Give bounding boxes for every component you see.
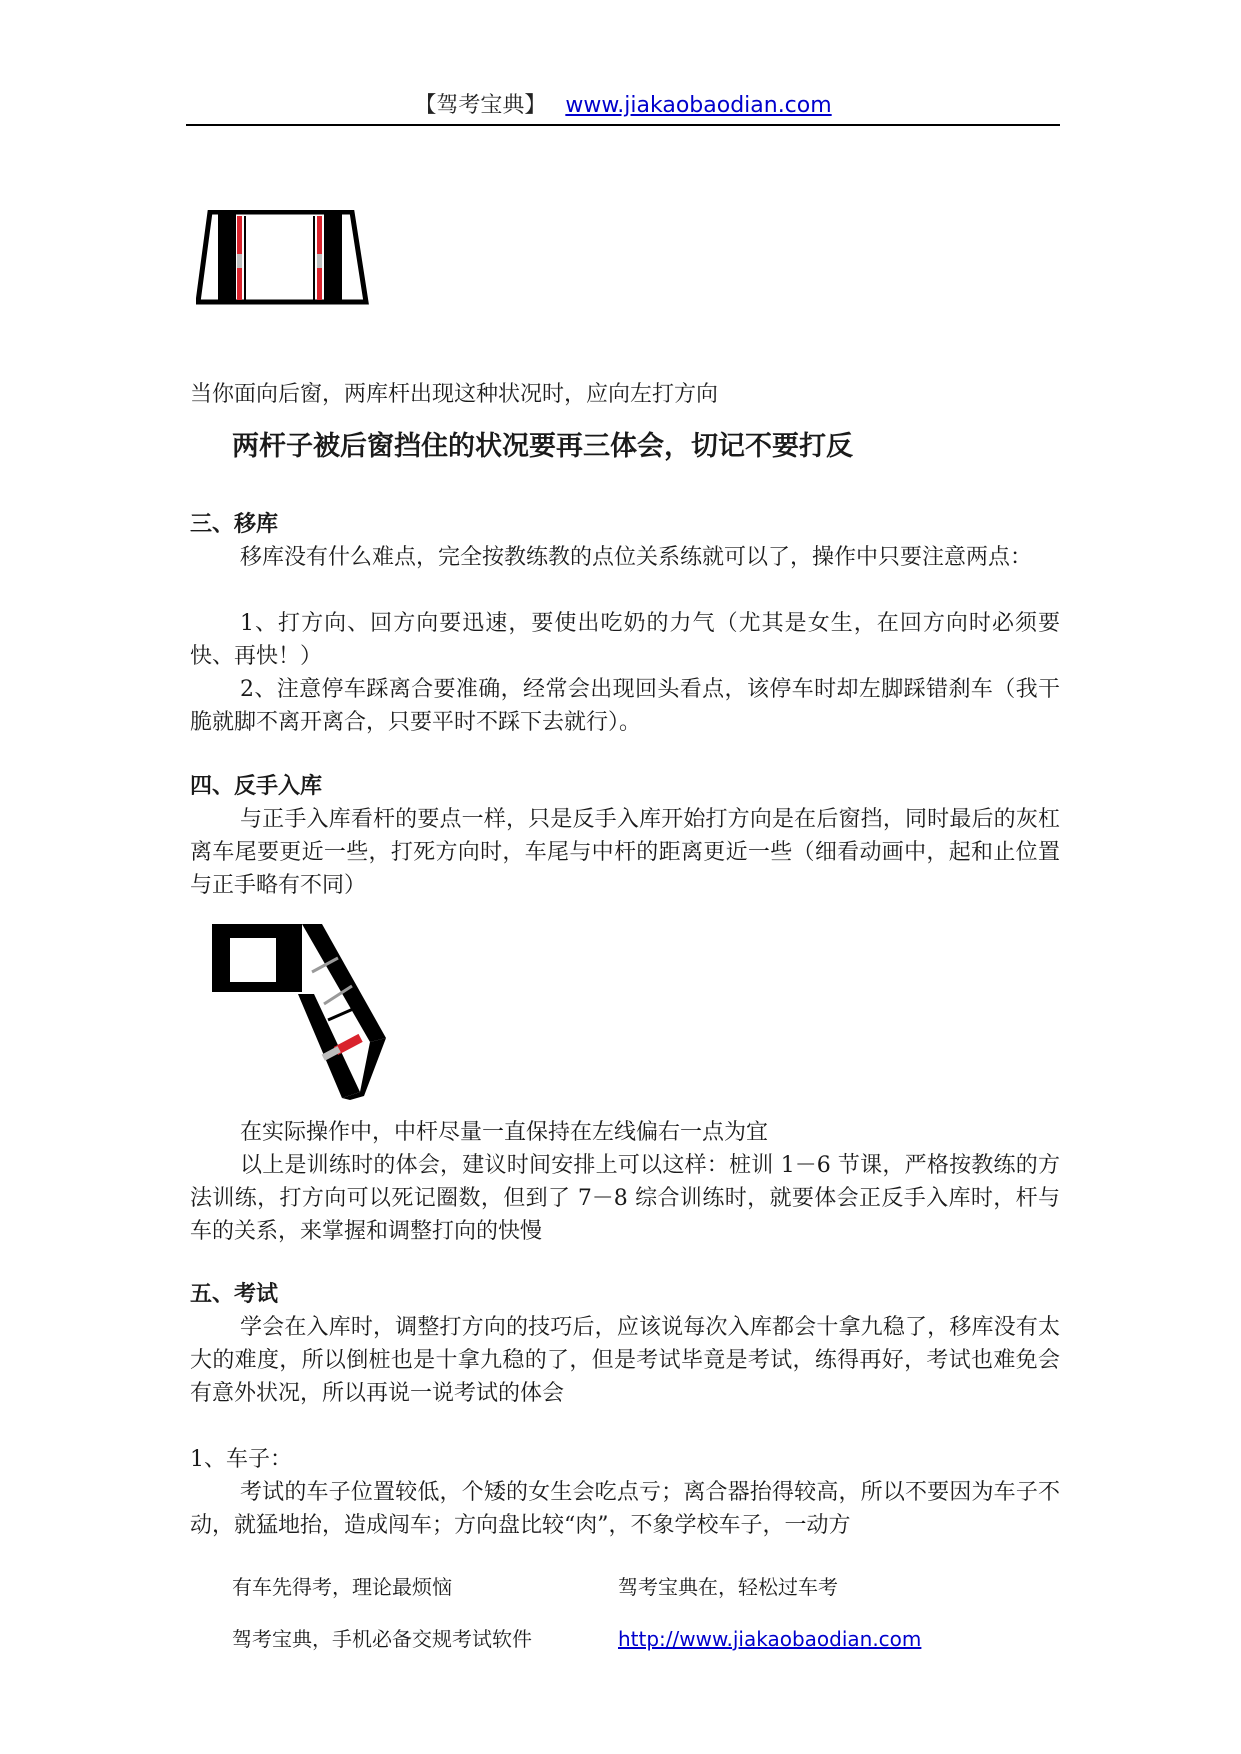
section5-sub1-body: 考试的车子位置较低，个矮的女生会吃点亏；离合器抬得较高，所以不要因为车子不动，就猛地抬，造成闯车；方向盘比较“肉”，不象学校车子，一动方: [190, 1480, 1060, 1538]
pole-right-red-bottom: [317, 268, 322, 300]
reverse-parking-figure: [210, 920, 402, 1100]
section4-tip: 在实际操作中，中杆尽量一直保持在左线偏右一点为宜: [240, 1120, 769, 1145]
window-frame-left: [212, 924, 302, 992]
emphasis-note: 两杆子被后窗挡住的状况要再三体会，切记不要打反: [232, 431, 853, 462]
section5-body: 学会在入库时，调整打方向的技巧后，应该说每次入库都会十拿九稳了，移库没有太大的难度，所以倒桩也是十拿九稳的了，但是考试毕竟是考试，练得再好，考试也难免会有意外状况，所以再说一说考试的体会: [190, 1315, 1060, 1406]
page-header: [186, 88, 1060, 124]
section4-summary: 以上是训练时的体会，建议时间安排上可以这样：桩训 1－6 节课，严格按教练的方法训练，打方向可以死记圈数，但到了 7－8 综合训练时，就要体会正反手入库时，杆与车的关系，来掌握和调整打向的快慢: [190, 1153, 1060, 1244]
section5-heading: 五、考试: [190, 1282, 279, 1307]
pole-right-gray: [317, 254, 322, 268]
pole-left-gray: [237, 254, 242, 268]
caption-rear-window: 当你面向后窗，两库杆出现这种状况时，应向左打方向: [190, 382, 719, 407]
footer-app-note: 驾考宝典，手机必备交规考试软件: [232, 1627, 532, 1651]
pole-left-red-top: [237, 216, 242, 254]
pole-left-red-bottom: [237, 268, 242, 300]
header-rule: [186, 124, 1060, 126]
footer-slogan-left: 有车先得考，理论最烦恼: [232, 1575, 452, 1599]
section4-heading: 四、反手入库: [190, 774, 323, 799]
section3-point2: 2、注意停车踩离合要准确，经常会出现回头看点，该停车时却左脚踩错刹车（我干脆就脚不离开离合，只要平时不踩下去就行）。: [190, 677, 1060, 735]
header-brand: 【驾考宝典】: [414, 93, 547, 118]
section3-point1: 1、打方向、回方向要迅速，要使出吃奶的力气（尤其是女生，在回方向时必须要快、再快！）: [190, 611, 1060, 669]
pole-right-red-top: [317, 216, 322, 254]
section5-sub1-heading: 1、车子：: [190, 1447, 292, 1472]
section3-intro: 移库没有什么难点，完全按教练教的点位关系练就可以了，操作中只要注意两点：: [240, 545, 1033, 570]
footer-slogan-right: 驾考宝典在，轻松过车考: [618, 1575, 838, 1599]
section3-heading: 三、移库: [190, 512, 279, 537]
window-left-pillar: [218, 214, 236, 301]
rear-window-figure: [196, 210, 412, 326]
header-site-link[interactable]: www.jiakaobaodian.com: [565, 93, 832, 118]
footer-site-link[interactable]: http://www.jiakaobaodian.com: [618, 1627, 922, 1651]
window-right-pillar: [324, 214, 342, 301]
section4-body: 与正手入库看杆的要点一样，只是反手入库开始打方向是在后窗挡，同时最后的灰杠离车尾要更近一些，打死方向时，车尾与中杆的距离更近一些（细看动画中，起和止位置与正手略有不同）: [190, 807, 1060, 898]
